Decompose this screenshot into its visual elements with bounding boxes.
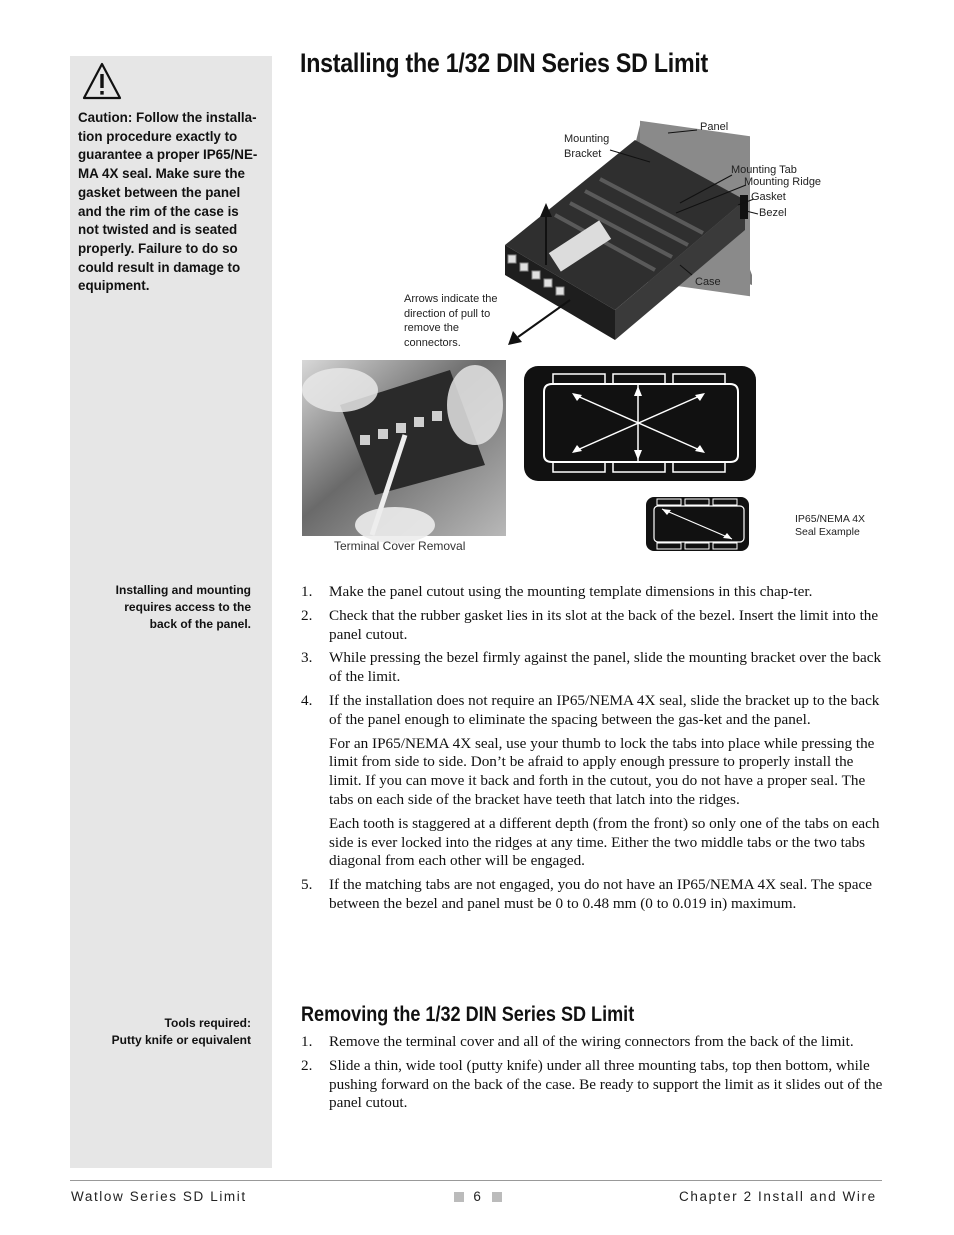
caution-note: [78, 109, 268, 296]
removal-steps: [301, 1033, 883, 1118]
caution-line: not twisted and is seated: [78, 222, 238, 238]
step-number: 1.: [301, 1033, 313, 1050]
step-item: [301, 607, 883, 645]
step-item: [301, 1033, 883, 1052]
page-number: 6: [473, 1189, 483, 1204]
terminal-cover-caption: Terminal Cover Removal: [334, 539, 466, 553]
installation-illustration: [300, 105, 890, 565]
step-item: [301, 1057, 883, 1113]
footer-rule: [70, 1180, 882, 1181]
page-title: Installing the 1/32 DIN Series SD Limit: [300, 48, 709, 78]
mounting-ridge-label: Mounting Ridge: [744, 176, 822, 188]
step-text: If the installation does not require an IP65/NEMA 4X seal, slide the bracket up to the back of the panel enough to eliminate the spacing between the gas-ket and the panel.: [329, 691, 880, 728]
step-item: [301, 692, 883, 730]
step-number: 2.: [301, 606, 313, 624]
footer-page-number: [454, 1189, 502, 1204]
caution-line: properly. Failure to do so: [78, 240, 238, 256]
step-text: Check that the rubber gasket lies in its slot at the back of the bezel. Insert the limit into the panel cutout.: [329, 606, 879, 643]
step-paragraph: For an IP65/NEMA 4X seal, use your thumb to lock the tabs into place while pressing the limit from side to side. Don’t be afraid to apply enough pressure to properly install the limit. If you can move it back and forth in the cutout, you do not have a proper seal. The tabs on each side of the bracket have teeth that latch into the ridges.: [329, 734, 875, 808]
caution-line: equipment.: [78, 278, 150, 294]
warning-triangle-icon: [82, 62, 122, 100]
footer-left: Watlow Series SD Limit: [71, 1189, 247, 1204]
caution-line: could result in damage to: [78, 259, 241, 275]
caution-line: and the rim of the case is: [78, 203, 239, 219]
step-number: 3.: [301, 649, 313, 667]
step-number: 2.: [301, 1056, 313, 1074]
arrows-note-line: Arrows indicate the: [404, 293, 498, 305]
step-item: [301, 876, 883, 914]
bezel-edge: [740, 195, 748, 219]
caution-line: tion procedure exactly to: [78, 128, 238, 144]
side-note-line: back of the panel.: [149, 617, 251, 631]
section-heading: Removing the 1/32 DIN Series SD Limit: [301, 1003, 635, 1026]
side-note-line: Installing and mounting: [115, 583, 251, 597]
mounting-tab-label: Mounting Tab: [731, 164, 797, 176]
step-number: 5.: [301, 876, 313, 894]
step-text: While pressing the bezel firmly against the panel, slide the mounting bracket over the back of the limit.: [329, 649, 882, 686]
arrows-note-line: direction of pull to: [404, 307, 491, 320]
seal-caption-line: Seal Example: [795, 526, 860, 538]
step-text: Slide a thin, wide tool (putty knife) under all three mounting tabs, top then bottom, while pushing forward on the back of the case. Be ready to support the limit as it slides out of the panel cutout.: [329, 1056, 883, 1112]
gasket-label: Gasket: [751, 191, 786, 203]
step-item: [301, 583, 883, 602]
case-label: Case: [695, 276, 721, 288]
mounting-bracket-label-line2: Bracket: [564, 148, 602, 160]
arrows-note-line: remove the: [404, 322, 460, 334]
caution-line: Caution: Follow the installa-: [78, 110, 257, 125]
side-note-tools: [71, 1015, 251, 1049]
installation-steps: [301, 583, 883, 919]
step-number: 4.: [301, 691, 313, 709]
panel-label: Panel: [700, 121, 729, 133]
step-paragraph: Each tooth is staggered at a different depth (from the front) so only one of the tabs on each side is ever locked into the ridges at any time. Either the two middle tabs or the two tabs diagonal from each other will be engaged.: [329, 814, 880, 870]
footer-right: Chapter 2 Install and Wire: [679, 1189, 877, 1204]
side-note-line: Putty knife or equivalent: [111, 1033, 251, 1047]
square-bullet-icon: [492, 1192, 502, 1202]
caution-line: guarantee a proper IP65/NE-: [78, 147, 258, 163]
seal-example-caption: [795, 513, 865, 539]
installation-diagram: [300, 105, 890, 565]
step-text: Make the panel cutout using the mounting template dimensions in this chap-ter.: [329, 583, 813, 600]
step-number: 1.: [301, 583, 313, 600]
side-note-access: [71, 582, 251, 633]
caution-line: MA 4X seal. Make sure the: [78, 166, 245, 182]
seal-caption-line: IP65/NEMA 4X: [795, 513, 866, 525]
step-text: If the matching tabs are not engaged, you do not have an IP65/NEMA 4X seal. The space between the bezel and panel must be 0 to 0.48 mm (0 to 0.019 in) maximum.: [329, 876, 872, 912]
mounting-bracket-label-line1: Mounting: [564, 133, 610, 145]
side-note-line: requires access to the: [124, 600, 251, 614]
side-note-line: Tools required:: [164, 1016, 251, 1030]
arrows-note: [404, 292, 498, 350]
step-item: [301, 649, 883, 687]
bezel-label: Bezel: [759, 207, 787, 219]
step-text: Remove the terminal cover and all of the wiring connectors from the back of the limit.: [329, 1033, 854, 1050]
arrows-note-line: connectors.: [404, 336, 461, 349]
square-bullet-icon: [454, 1192, 464, 1202]
caution-line: gasket between the panel: [78, 184, 241, 200]
